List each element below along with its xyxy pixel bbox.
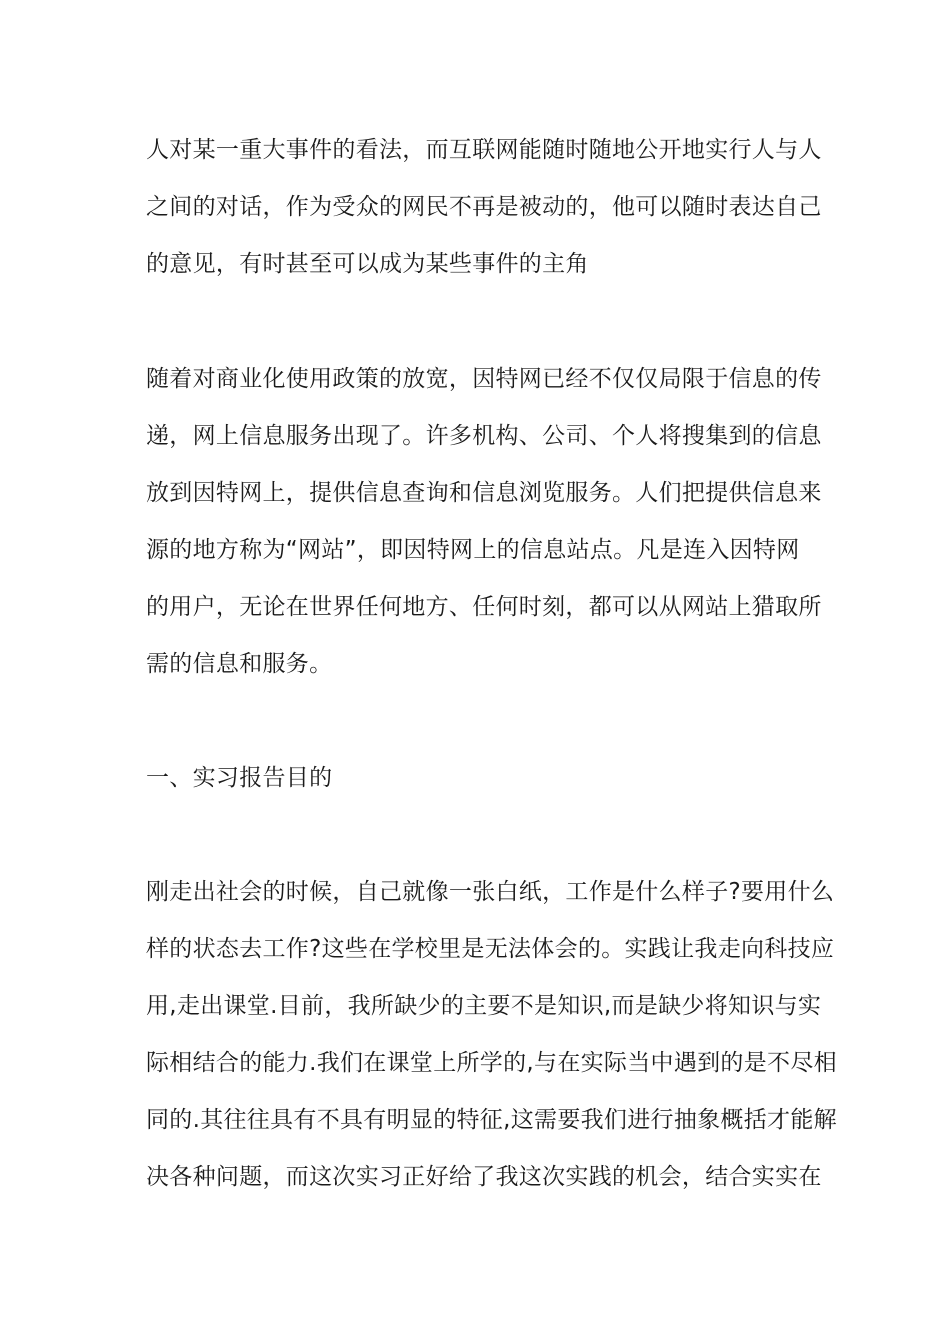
text-line: 随着对商业化使用政策的放宽，因特网已经不仅仅局限于信息的传 — [146, 366, 822, 392]
text-line: 递，网上信息服务出现了。许多机构、公司、个人将搜集到的信息 — [146, 423, 822, 449]
text-line: 刚走出社会的时候，自己就像一张白纸，工作是什么样子?要用什么 — [146, 879, 835, 905]
text-line: 际相结合的能力.我们在课堂上所学的,与在实际当中遇到的是不尽相 — [146, 1050, 837, 1076]
text-line: 的意见，有时甚至可以成为某些事件的主角 — [146, 251, 589, 277]
text-line: 样的状态去工作?这些在学校里是无法体会的。实践让我走向科技应 — [146, 936, 835, 962]
text-line: 的用户，无论在世界任何地方、任何时刻，都可以从网站上猎取所 — [146, 594, 822, 620]
heading-text: 一、实习报告目的 — [146, 765, 333, 791]
text-line: 同的.其往往具有不具有明显的特征,这需要我们进行抽象概括才能解 — [146, 1107, 837, 1133]
section-heading — [146, 750, 810, 807]
text-line: 源的地方称为“网站”，即因特网上的信息站点。凡是连入因特网 — [146, 537, 800, 563]
text-line: 之间的对话，作为受众的网民不再是被动的，他可以随时表达自己 — [146, 194, 822, 220]
paragraph-website-definition — [146, 351, 822, 693]
text-line: 放到因特网上，提供信息查询和信息浏览服务。人们把提供信息来 — [146, 480, 822, 506]
text-line: 用,走出课堂.目前，我所缺少的主要不是知识,而是缺少将知识与实 — [146, 993, 822, 1019]
paragraph-internet-dialogue — [146, 122, 822, 293]
paragraph-internship-purpose — [146, 864, 837, 1206]
text-line: 需的信息和服务。 — [146, 651, 333, 677]
text-line: 人对某一重大事件的看法，而互联网能随时随地公开地实行人与人 — [146, 137, 822, 163]
text-line: 决各种问题，而这次实习正好给了我这次实践的机会，结合实实在 — [146, 1164, 822, 1190]
